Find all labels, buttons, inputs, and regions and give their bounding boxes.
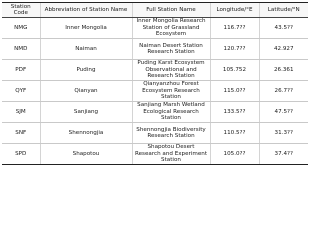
cell-station-code: SPD (2, 144, 40, 165)
cell-station-code: PDF (2, 60, 40, 81)
table-row (2, 102, 308, 123)
header-station-code: Station Code (2, 3, 40, 18)
header-latitude: Latitude/°N (259, 3, 308, 18)
cell-abbreviation: Sanjiang (40, 102, 132, 123)
cell-abbreviation: Inner Mongolia (40, 18, 132, 39)
cell-station-code: SJM (2, 102, 40, 123)
cell-station-code: NMD (2, 39, 40, 60)
cell-full-name: Naiman Desert Station Research Station (132, 39, 210, 60)
cell-latitude: 26.7?? (259, 81, 308, 102)
cell-longitude: 105.752 (210, 60, 259, 81)
cell-abbreviation: Shapotou (40, 144, 132, 165)
cell-longitude: 110.5?? (210, 123, 259, 144)
cell-abbreviation: Puding (40, 60, 132, 81)
header-abbreviation: Abbreviation of Station Name (40, 3, 132, 18)
cell-station-code: SNF (2, 123, 40, 144)
cell-longitude: 115.0?? (210, 81, 259, 102)
cell-longitude: 116.7?? (210, 18, 259, 39)
cell-station-code: NMG (2, 18, 40, 39)
table-header-row (2, 3, 308, 18)
cell-latitude: 42.927 (259, 39, 308, 60)
table-row (2, 60, 308, 81)
header-full-name: Full Station Name (132, 3, 210, 18)
station-table (2, 2, 308, 165)
cell-full-name: Sanjiang Marsh Wetland Ecological Research Station (132, 102, 210, 123)
cell-full-name: Inner Mongolia Research Station of Grassland Ecosystem (132, 18, 210, 39)
table-row (2, 123, 308, 144)
cell-latitude: 37.4?? (259, 144, 308, 165)
cell-station-code: QYF (2, 81, 40, 102)
table-row (2, 144, 308, 165)
cell-longitude: 105.0?? (210, 144, 259, 165)
header-longitude: Longitude/°E (210, 3, 259, 18)
cell-full-name: Qianyanzhou Forest Ecosystem Research Station (132, 81, 210, 102)
cell-full-name: Puding Karst Ecosystem Observational and Research Station (132, 60, 210, 81)
cell-latitude: 47.5?? (259, 102, 308, 123)
cell-full-name: Shapotou Desert Research and Experiment Station (132, 144, 210, 165)
station-table-container (2, 2, 308, 165)
cell-latitude: 26.361 (259, 60, 308, 81)
cell-abbreviation: Shennongjia (40, 123, 132, 144)
cell-longitude: 120.7?? (210, 39, 259, 60)
table-row (2, 18, 308, 39)
cell-abbreviation: Qianyan (40, 81, 132, 102)
table-row (2, 39, 308, 60)
cell-latitude: 31.3?? (259, 123, 308, 144)
cell-latitude: 43.5?? (259, 18, 308, 39)
table-row (2, 81, 308, 102)
cell-full-name: Shennongjia Biodiversity Research Station (132, 123, 210, 144)
cell-longitude: 133.5?? (210, 102, 259, 123)
cell-abbreviation: Naiman (40, 39, 132, 60)
